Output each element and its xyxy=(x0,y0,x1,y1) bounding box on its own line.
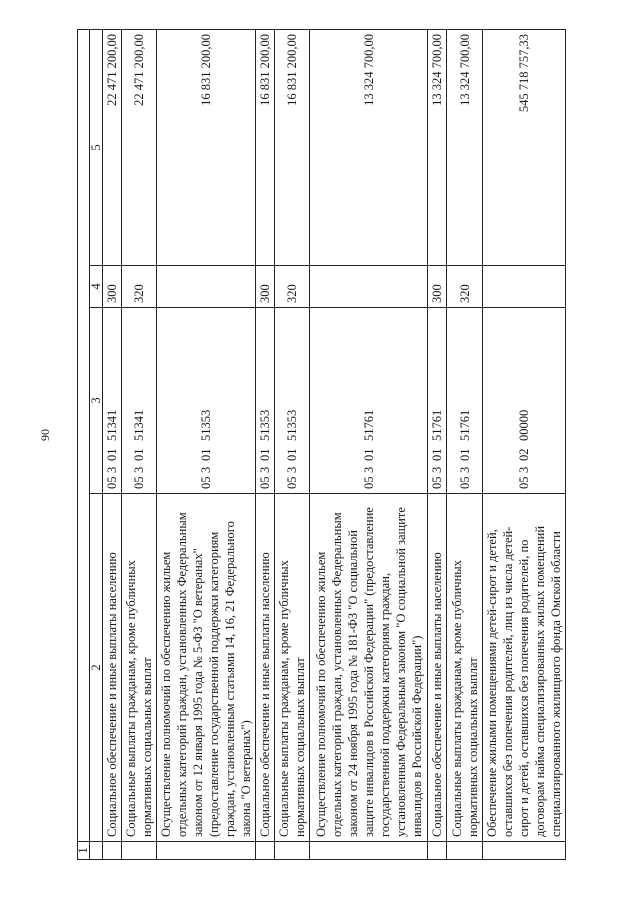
code-part-k4: 51761 xyxy=(430,409,444,441)
code-part-k1: 05 xyxy=(285,476,299,489)
row-classification-code xyxy=(428,308,447,494)
row-expense-type: 320 xyxy=(122,266,157,308)
table-row xyxy=(122,30,157,860)
row-description: Социальное обеспечение и иные выплаты населению xyxy=(428,494,447,842)
budget-table xyxy=(77,29,566,860)
row-description: Обеспечение жилыми помещениями детей-сирот и детей, оставшихся без попечения родителей, лиц из числа детей-сирот и детей, оставшихся без попечения родителей, по договорам найма специализированных жилых помещений специализированного жилищного фонда Омской области xyxy=(483,494,566,842)
code-part-k2: 3 xyxy=(430,466,444,473)
row-expense-type: 300 xyxy=(103,266,122,308)
row-blank-cell xyxy=(483,842,566,860)
code-part-k3: 01 xyxy=(258,448,272,461)
header-row xyxy=(90,30,103,860)
row-blank-cell xyxy=(103,842,122,860)
row-expense-type: 320 xyxy=(447,266,483,308)
row-expense-type xyxy=(310,266,428,308)
row-amount: 16 831 200,00 xyxy=(256,30,275,266)
code-part-k4: 51353 xyxy=(258,409,272,441)
header-spacer xyxy=(78,30,90,842)
row-expense-type xyxy=(157,266,256,308)
table-row xyxy=(310,30,428,860)
code-part-k2: 3 xyxy=(258,466,272,473)
row-blank-cell xyxy=(447,842,483,860)
code-part-k1: 05 xyxy=(132,476,146,489)
column-header-1: 1 xyxy=(78,842,90,860)
row-expense-type: 300 xyxy=(256,266,275,308)
table-row xyxy=(275,30,310,860)
code-part-k4: 51353 xyxy=(199,409,213,441)
column-header-4: 4 xyxy=(90,266,103,308)
row-expense-type: 320 xyxy=(275,266,310,308)
code-part-k1: 05 xyxy=(517,476,531,489)
row-amount: 13 324 700,00 xyxy=(428,30,447,266)
code-part-k3: 02 xyxy=(517,448,531,461)
code-part-k3: 01 xyxy=(105,448,119,461)
row-blank-cell xyxy=(428,842,447,860)
row-description: Осуществление полномочий по обеспечению жильем отдельных категорий граждан, установленных Федеральным законом от 24 ноября 1995 года № 181-ФЗ "О социальной защите инвалидов в Российской Федерации" (предоставление государственной поддержки категориям граждан, установленным Федеральным законом "О социальной защите инвалидов в Российской Федерации") xyxy=(310,494,428,842)
code-part-k4: 51761 xyxy=(361,409,376,441)
table-row xyxy=(483,30,566,860)
row-classification-code xyxy=(275,308,310,494)
code-part-k4: 00000 xyxy=(517,409,531,441)
row-blank-cell xyxy=(310,842,428,860)
row-description: Социальные выплаты гражданам, кроме публичных нормативных социальных выплат xyxy=(275,494,310,842)
row-expense-type xyxy=(483,266,566,308)
code-part-k4: 51341 xyxy=(132,409,146,441)
column-header-5: 5 xyxy=(90,30,103,266)
row-classification-code xyxy=(447,308,483,494)
row-classification-code xyxy=(483,308,566,494)
row-amount: 22 471 200,00 xyxy=(103,30,122,266)
table-row xyxy=(157,30,256,860)
code-part-k2: 3 xyxy=(457,466,472,473)
row-description: Социальное обеспечение и иные выплаты населению xyxy=(103,494,122,842)
row-amount: 13 324 700,00 xyxy=(447,30,483,266)
row-classification-code xyxy=(122,308,157,494)
code-part-k4: 51341 xyxy=(105,409,119,441)
code-part-k1: 05 xyxy=(430,476,444,489)
code-part-k2: 3 xyxy=(199,466,213,473)
row-description: Осуществление полномочий по обеспечению жильем отдельных категорий граждан, установленных Федеральным законом от 12 января 1995 года № 5-ФЗ "О ветеранах" (предоставление государственной поддержки категориям граждан, установленным статьями 14, 16, 21 Федерального закона "О ветеранах") xyxy=(157,494,256,842)
rotated-page-content xyxy=(76,30,563,860)
row-expense-type: 300 xyxy=(428,266,447,308)
code-part-k3: 01 xyxy=(457,448,472,461)
table-row xyxy=(428,30,447,860)
code-part-k4: 51353 xyxy=(285,409,299,441)
row-description: Социальное обеспечение и иные выплаты населению xyxy=(256,494,275,842)
row-blank-cell xyxy=(256,842,275,860)
code-part-k4: 51761 xyxy=(457,409,472,441)
code-part-k2: 3 xyxy=(105,466,119,473)
code-part-k1: 05 xyxy=(105,476,119,489)
code-part-k3: 01 xyxy=(199,448,213,461)
row-amount: 16 831 200,00 xyxy=(275,30,310,266)
row-description: Социальные выплаты гражданам, кроме публичных нормативных социальных выплат xyxy=(122,494,157,842)
row-amount: 545 718 757,33 xyxy=(483,30,566,266)
row-classification-code xyxy=(157,308,256,494)
code-part-k2: 3 xyxy=(132,466,146,473)
row-classification-code xyxy=(103,308,122,494)
page-number: 90 xyxy=(38,429,52,441)
code-part-k3: 01 xyxy=(361,448,376,461)
code-part-k1: 05 xyxy=(457,476,472,489)
code-part-k2: 3 xyxy=(361,466,376,473)
row-description: Социальные выплаты гражданам, кроме публичных нормативных социальных выплат xyxy=(447,494,483,842)
table-row xyxy=(103,30,122,860)
code-part-k1: 05 xyxy=(258,476,272,489)
row-classification-code xyxy=(310,308,428,494)
table-row xyxy=(447,30,483,860)
header-spacer xyxy=(90,842,103,860)
column-header-2: 2 xyxy=(90,494,103,842)
code-part-k3: 01 xyxy=(430,448,444,461)
code-part-k2: 3 xyxy=(285,466,299,473)
row-classification-code xyxy=(256,308,275,494)
code-part-k3: 01 xyxy=(285,448,299,461)
row-amount: 13 324 700,00 xyxy=(310,30,428,266)
row-amount: 16 831 200,00 xyxy=(157,30,256,266)
code-part-k1: 05 xyxy=(361,476,376,489)
code-part-k1: 05 xyxy=(199,476,213,489)
code-part-k3: 01 xyxy=(132,448,146,461)
row-amount: 22 471 200,00 xyxy=(122,30,157,266)
header-row-top xyxy=(78,30,90,860)
column-header-3: 3 xyxy=(90,308,103,494)
table-row xyxy=(256,30,275,860)
row-blank-cell xyxy=(157,842,256,860)
row-blank-cell xyxy=(275,842,310,860)
code-part-k2: 3 xyxy=(517,466,531,473)
row-blank-cell xyxy=(122,842,157,860)
